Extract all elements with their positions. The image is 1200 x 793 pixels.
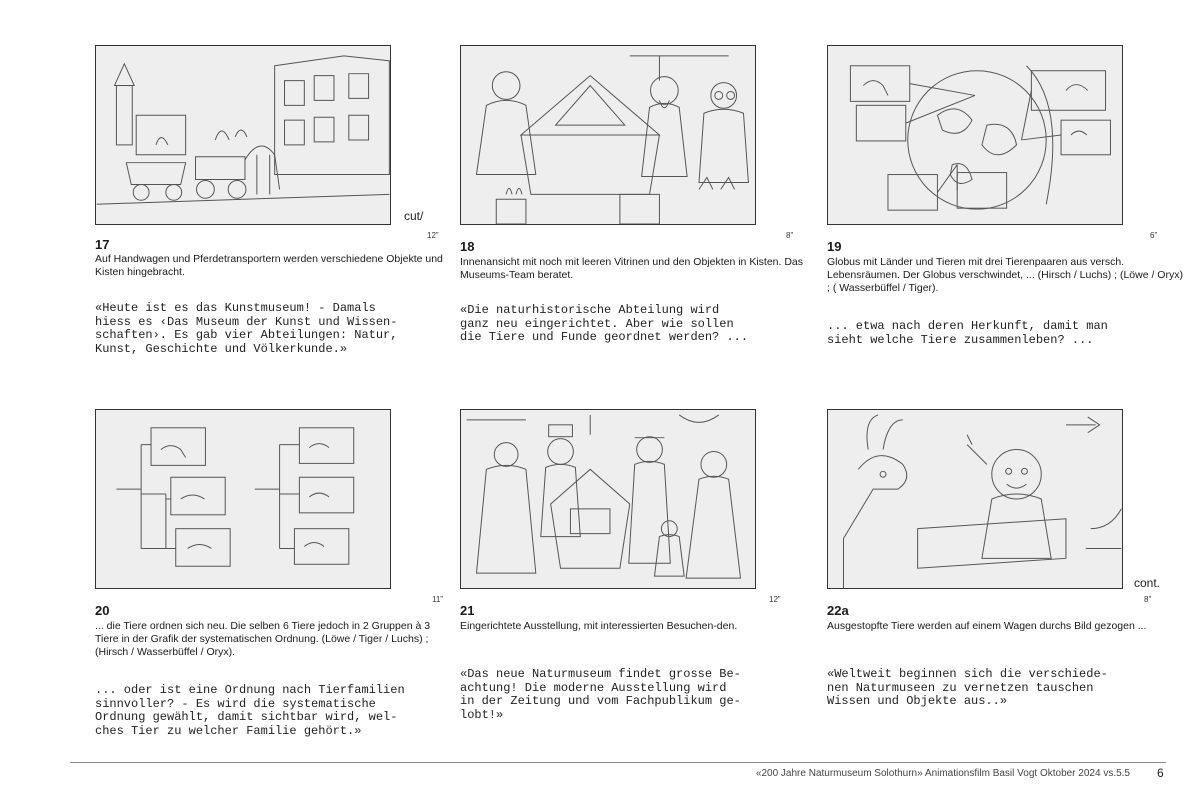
duration: 6” bbox=[1150, 231, 1158, 240]
voiceover-text: ... oder ist eine Ordnung nach Tierfamilien sinnvoller? - Es wird die systematische Ordnung gewählt, damit sichtbar wird, wel- ches Tier zu welcher Familie gehört.» bbox=[95, 683, 405, 738]
sketch-22a bbox=[827, 409, 1123, 589]
sketch-systematic-tree bbox=[96, 410, 390, 588]
duration: 8” bbox=[786, 231, 794, 240]
voiceover-text: ... etwa nach deren Herkunft, damit man sieht welche Tiere zusammenleben? ... bbox=[827, 319, 1108, 347]
page-number: 6 bbox=[1157, 766, 1164, 780]
sketch-20 bbox=[95, 409, 391, 589]
footer-divider bbox=[70, 762, 1166, 763]
voiceover-text: «Heute ist es das Kunstmuseum! - Damals hiess es ‹Das Museum der Kunst und Wissen- schaften›. Es gab vier Abteilungen: Natur, Kunst, Geschichte und Völkerkunde.» bbox=[95, 301, 398, 356]
scene-number: 20 bbox=[95, 603, 110, 618]
voiceover-text: «Weltweit beginnen sich die verschiede- nen Naturmuseen zu vernetzen tauschen Wissen und Objekte aus..» bbox=[827, 667, 1108, 708]
scene-description: Globus mit Länder und Tieren mit drei Tierenpaaren aus versch. Lebensräumen. Der Globus verschwindet, ... (Hirsch / Luchs) ; (Löwe / Oryx) ; ( Wasserbüffel / Tiger). bbox=[827, 256, 1183, 294]
scene-number: 18 bbox=[460, 239, 475, 254]
cont-note: cont. bbox=[1134, 576, 1161, 590]
sketch-exhibition-visitors bbox=[461, 410, 755, 588]
sketch-18 bbox=[460, 45, 756, 225]
scene-number: 22a bbox=[827, 603, 849, 618]
scene-description: Ausgestopfte Tiere werden auf einem Wagen durchs Bild gezogen ... bbox=[827, 620, 1147, 632]
scene-description: ... die Tiere ordnen sich neu. Die selben 6 Tiere jedoch in 2 Gruppen à 3 Tiere in der Grafik der systematischen Ordnung. (Löwe / Tiger / Luchs) ; (Hirsch / Wasserbüffel / Oryx). bbox=[95, 620, 431, 658]
voiceover-text: «Das neue Naturmuseum findet grosse Be- achtung! Die moderne Ausstellung wird in der Zeitung und vom Fachpublikum ge- lobt!» bbox=[460, 667, 741, 722]
sketch-animals-wagon bbox=[828, 410, 1122, 588]
scene-number: 17 bbox=[95, 237, 110, 252]
cut-note: cut/ bbox=[404, 209, 424, 223]
sketch-globe-animals bbox=[828, 46, 1122, 224]
voiceover-text: «Die naturhistorische Abteilung wird ganz neu eingerichtet. Aber wie sollen die Tiere und Funde geordnet werden? ... bbox=[460, 303, 749, 344]
sketch-21 bbox=[460, 409, 756, 589]
sketch-town-carts bbox=[96, 46, 390, 224]
duration: 8” bbox=[1144, 595, 1152, 604]
scene-description: Auf Handwagen und Pferdetransportern werden verschiedene Objekte und Kisten hingebracht. bbox=[95, 253, 443, 278]
duration: 11” bbox=[432, 595, 443, 604]
scene-number: 19 bbox=[827, 239, 842, 254]
sketch-19 bbox=[827, 45, 1123, 225]
sketch-17 bbox=[95, 45, 391, 225]
duration: 12” bbox=[769, 595, 781, 604]
sketch-museum-team bbox=[461, 46, 755, 224]
scene-description: Innenansicht mit noch mit leeren Vitrinen und den Objekten in Kisten. Das Museums-Team beratet. bbox=[460, 256, 804, 281]
duration: 12” bbox=[427, 231, 439, 240]
scene-number: 21 bbox=[460, 603, 475, 618]
scene-description: Eingerichtete Ausstellung, mit interessierten Besuchen-den. bbox=[460, 620, 738, 632]
footer-text: «200 Jahre Naturmuseum Solothurn» Animationsfilm Basil Vogt Oktober 2024 vs.5.5 bbox=[755, 768, 1130, 779]
